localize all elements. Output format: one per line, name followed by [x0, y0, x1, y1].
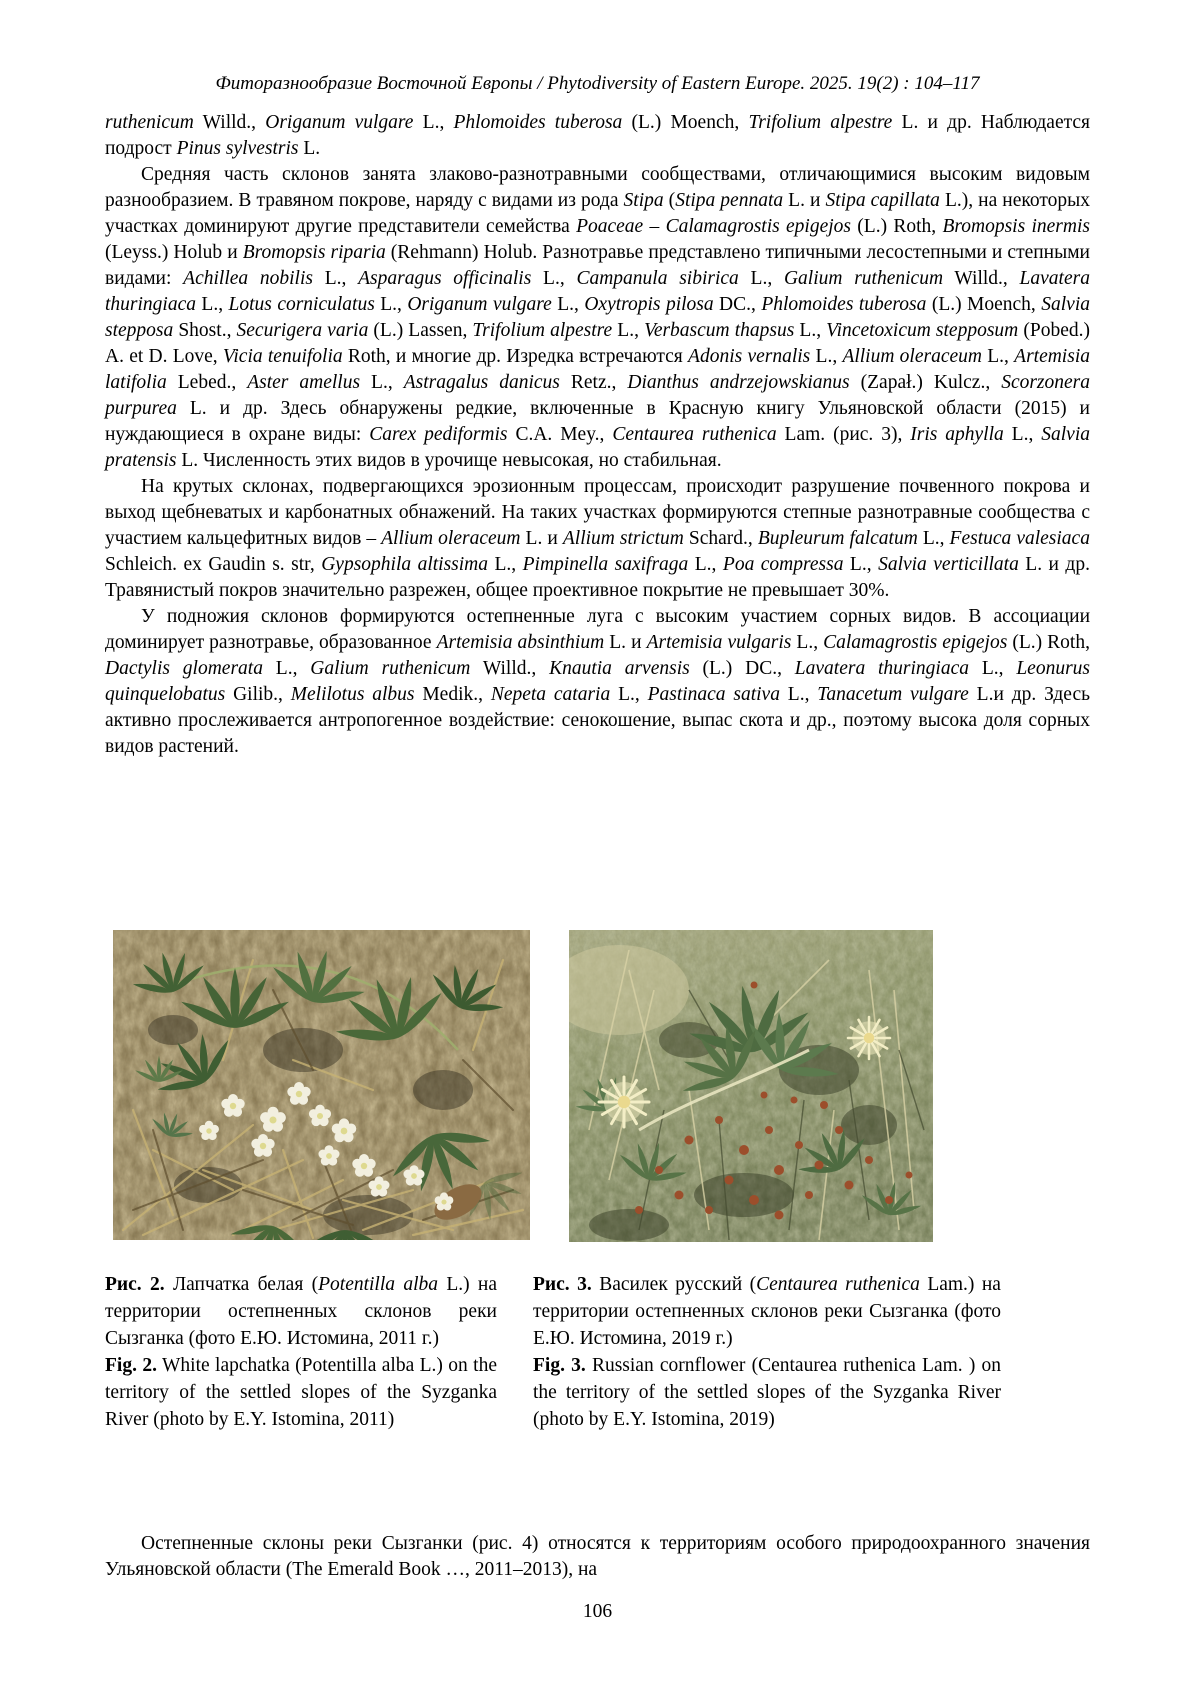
article-body [105, 110, 1090, 760]
fig2-caption [105, 1271, 497, 1433]
running-head: Фиторазнообразие Восточной Европы / Phytodiversity of Eastern Europe. 2025. 19(2) : 104–117 [215, 73, 980, 94]
fig3-caption-en: Fig. 3. Russian cornflower (Centaurea ruthenica Lam. ) on the territory of the settled slopes of the Syzganka River (photo by E.Y. Istomina, 2019) [533, 1355, 1001, 1430]
figures-row [105, 930, 1090, 1242]
page-number: 106 [582, 1601, 613, 1622]
fig2-photo-potentilla-alba [113, 930, 530, 1240]
fig2-caption-en: Fig. 2. White lapchatka (Potentilla alba L.) on the territory of the settled slopes of the Syzganka River (photo by E.Y. Istomina, 2011) [105, 1355, 497, 1430]
fig3-caption-ru: Рис. 3. Василек русский (Centaurea ruthenica Lam.) на территории остепненных склонов реки Сызганка (фото Е.Ю. Истомина, 2019 г.) [533, 1274, 1001, 1349]
fig3-photo-centaurea-ruthenica [569, 930, 933, 1242]
fig2-caption-ru: Рис. 2. Лапчатка белая (Potentilla alba L.) на территории остепненных склонов реки Сызганка (фото Е.Ю. Истомина, 2011 г.) [105, 1274, 497, 1349]
paragraph-protected-areas: Остепненные склоны реки Сызганки (рис. 4) относятся к территориям особого природоохранного значения Ульяновской области (The Emerald Book …, 2011–2013), на [105, 1533, 1090, 1580]
fig3-caption [533, 1271, 1001, 1433]
paragraph-steep-slopes: На крутых склонах, подвергающихся эрозионным процессам, происходит разрушение почвенного покрова и выход щебневатых и карбонатных обнажений. На таких участках формируются степные разнотравные сообщества с участием кальцефитных видов – Allium oleraceum L. и Allium strictum Schard., Bupleurum falcatum L., Festuca valesiaca Schleich. ex Gaudin s. str, Gypsophila altissima L., Pimpinella saxifraga L., Poa compressa L., Salvia verticillata L. и др. Травянистый покров значительно разрежен, общее проективное покрытие не превышает 30%. [105, 476, 1090, 601]
paragraph-foot-slopes: У подножия склонов формируются остепненные луга с высоким участием сорных видов. В ассоциации доминирует разнотравье, образованное Artemisia absinthium L. и Artemisia vulgaris L., Calamagrostis epigejos (L.) Roth, Dactylis glomerata L., Galium ruthenicum Willd., Knautia arvensis (L.) DC., Lavatera thuringiaca L., Leonurus quinquelobatus Gilib., Melilotus albus Medik., Nepeta cataria L., Pastinaca sativa L., Tanacetum vulgare L.и др. Здесь активно прослеживается антропогенное воздействие: сенокошение, выпас скота и др., поэтому высока доля сорных видов растений. [105, 606, 1090, 757]
paragraph-middle-slopes: Средняя часть склонов занята злаково-разнотравными сообществами, отличающимися высоким видовым разнообразием. В травяном покрове, наряду с видами из рода Stipa (Stipa pennata L. и Stipa capillata L.), на некоторых участках доминируют другие представители семейства Poaceae – Calamagrostis epigejos (L.) Roth, Bromopsis inermis (Leyss.) Holub и Bromopsis riparia (Rehmann) Holub. Разнотравье представлено типичными лесостепными и степными видами: Achillea nobilis L., Asparagus officinalis L., Campanula sibirica L., Galium ruthenicum Willd., Lavatera thuringiaca L., Lotus corniculatus L., Origanum vulgare L., Oxytropis pilosa DC., Phlomoides tuberosa (L.) Moench, Salvia stepposa Shost., Securigera varia (L.) Lassen, Trifolium alpestre L., Verbascum thapsus L., Vincetoxicum stepposum (Pobed.) A. et D. Love, Vicia tenuifolia Roth, и многие др. Изредка встречаются Adonis vernalis L., Allium oleraceum L., Artemisia latifolia Lebed., Aster amellus L., Astragalus danicus Retz., Dianthus andrzejowskianus (Zapał.) Kulcz., Scorzonera purpurea L. и др. Здесь обнаружены редкие, включенные в Красную книгу Ульяновской области (2015) и нуждающиеся в охране виды: Carex pediformis C.A. Mey., Centaurea ruthenica Lam. (рис. 3), Iris aphylla L., Salvia pratensis L. Численность этих видов в урочище невысокая, но стабильная. [105, 164, 1091, 471]
paragraph-continued: ruthenicum Willd., Origanum vulgare L., Phlomoides tuberosa (L.) Moench, Trifolium alpestre L. и др. Наблюдается подрост Pinus sylvestris L. [105, 112, 1090, 159]
